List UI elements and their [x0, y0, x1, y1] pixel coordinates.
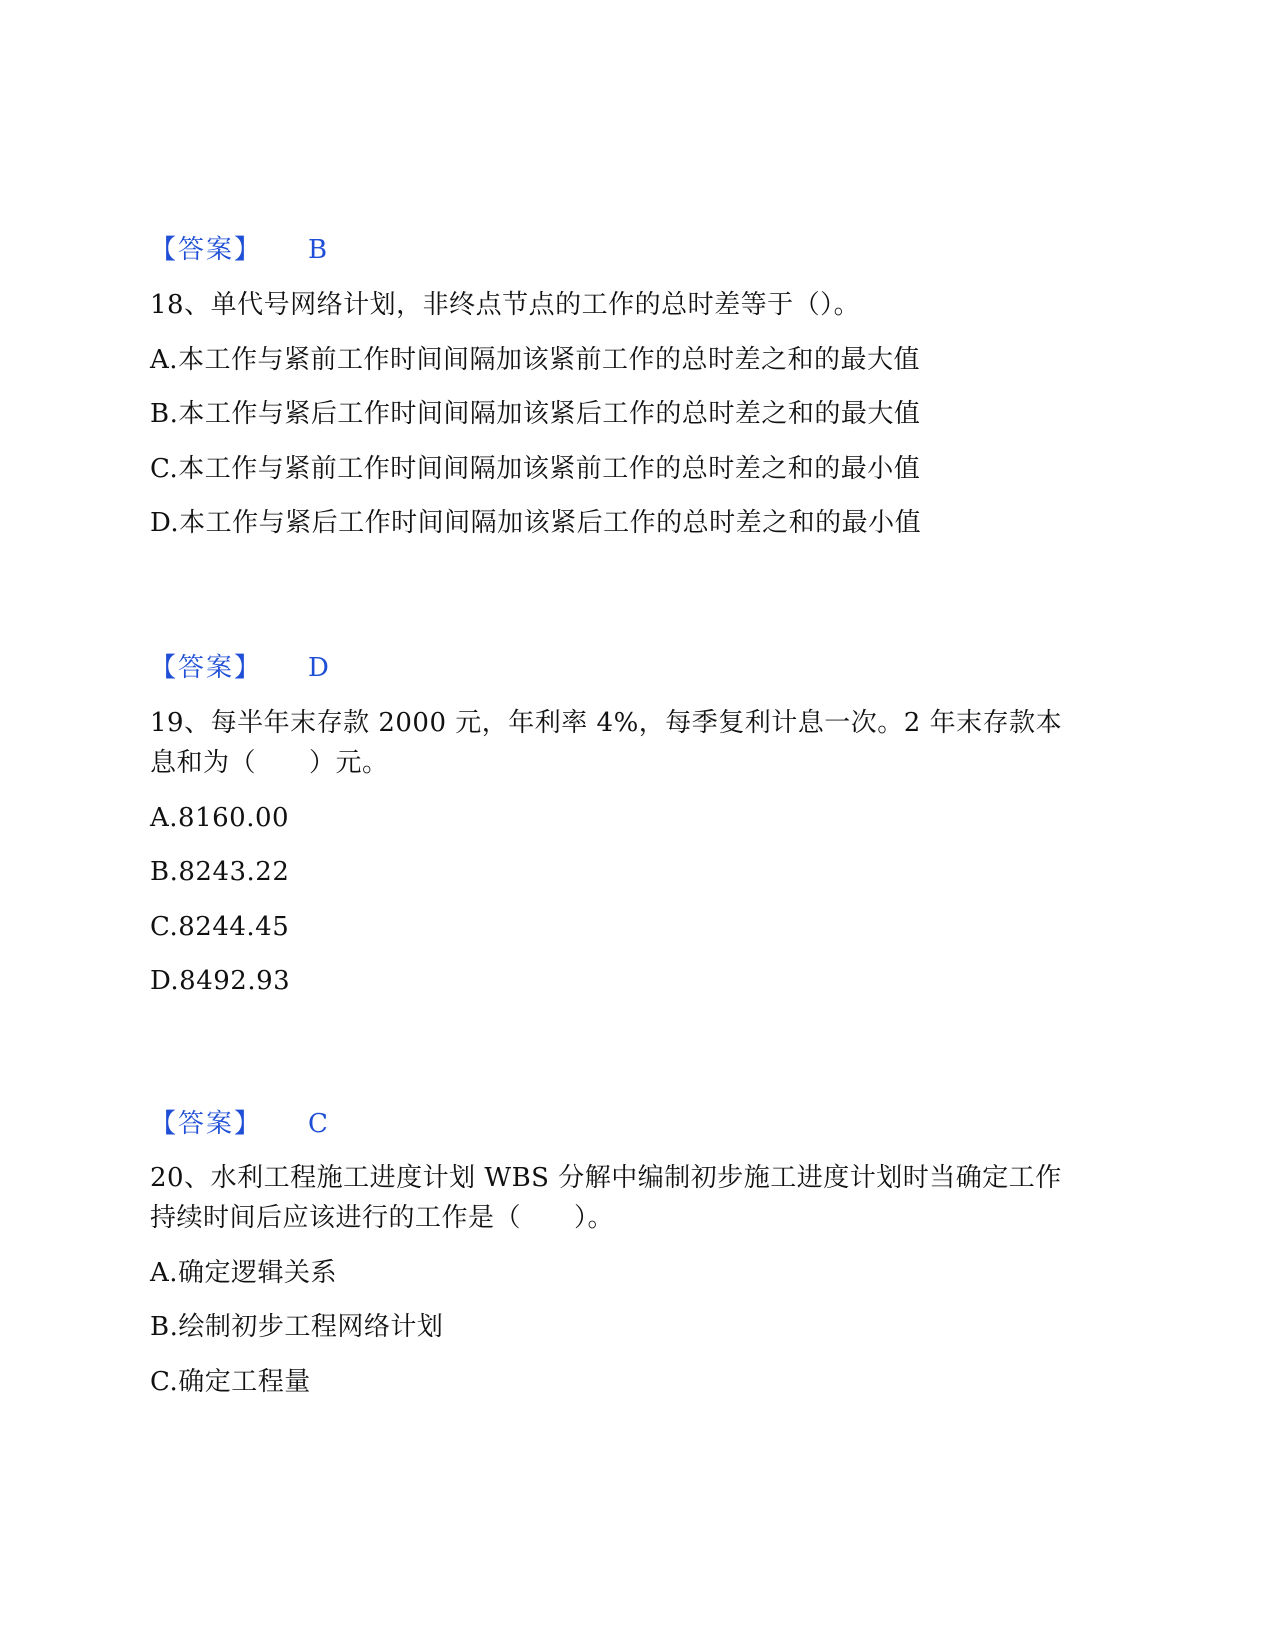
option-b: B.8243.22: [150, 857, 290, 887]
option-a: A.确定逻辑关系: [150, 1258, 338, 1288]
answer-value: D: [308, 653, 329, 683]
question-stem-20-line2: 持续时间后应该进行的工作是（ ）。: [150, 1203, 615, 1233]
question-stem-20-line1: 20、水利工程施工进度计划 WBS 分解中编制初步施工进度计划时当确定工作: [150, 1163, 1062, 1193]
question-stem-19-line2: 息和为（ ）元。: [150, 748, 389, 778]
option-d: D.本工作与紧后工作时间间隔加该紧后工作的总时差之和的最小值: [150, 508, 922, 538]
option-c: C.确定工程量: [150, 1367, 311, 1397]
answer-value: C: [308, 1109, 328, 1139]
option-b: B.绘制初步工程网络计划: [150, 1312, 444, 1342]
question-stem-19-line1: 19、每半年末存款 2000 元，年利率 4%，每季复利计息一次。2 年末存款本: [150, 708, 1063, 738]
answer-row-q18: [150, 650, 329, 686]
option-c: C.本工作与紧前工作时间间隔加该紧前工作的总时差之和的最小值: [150, 454, 921, 484]
question-stem-18: 18、单代号网络计划，非终点节点的工作的总时差等于（）。: [150, 290, 861, 320]
answer-tag: 【答案】: [150, 235, 263, 265]
option-c: C.8244.45: [150, 912, 290, 942]
answer-row-q17: [150, 232, 327, 268]
answer-tag: 【答案】: [150, 653, 263, 683]
answer-value: B: [308, 235, 328, 265]
option-d: D.8492.93: [150, 966, 291, 996]
answer-row-q19: [150, 1106, 328, 1142]
answer-tag: 【答案】: [150, 1109, 263, 1139]
option-a: A.8160.00: [150, 803, 290, 833]
option-a: A.本工作与紧前工作时间间隔加该紧前工作的总时差之和的最大值: [150, 345, 921, 375]
option-b: B.本工作与紧后工作时间间隔加该紧后工作的总时差之和的最大值: [150, 399, 921, 429]
